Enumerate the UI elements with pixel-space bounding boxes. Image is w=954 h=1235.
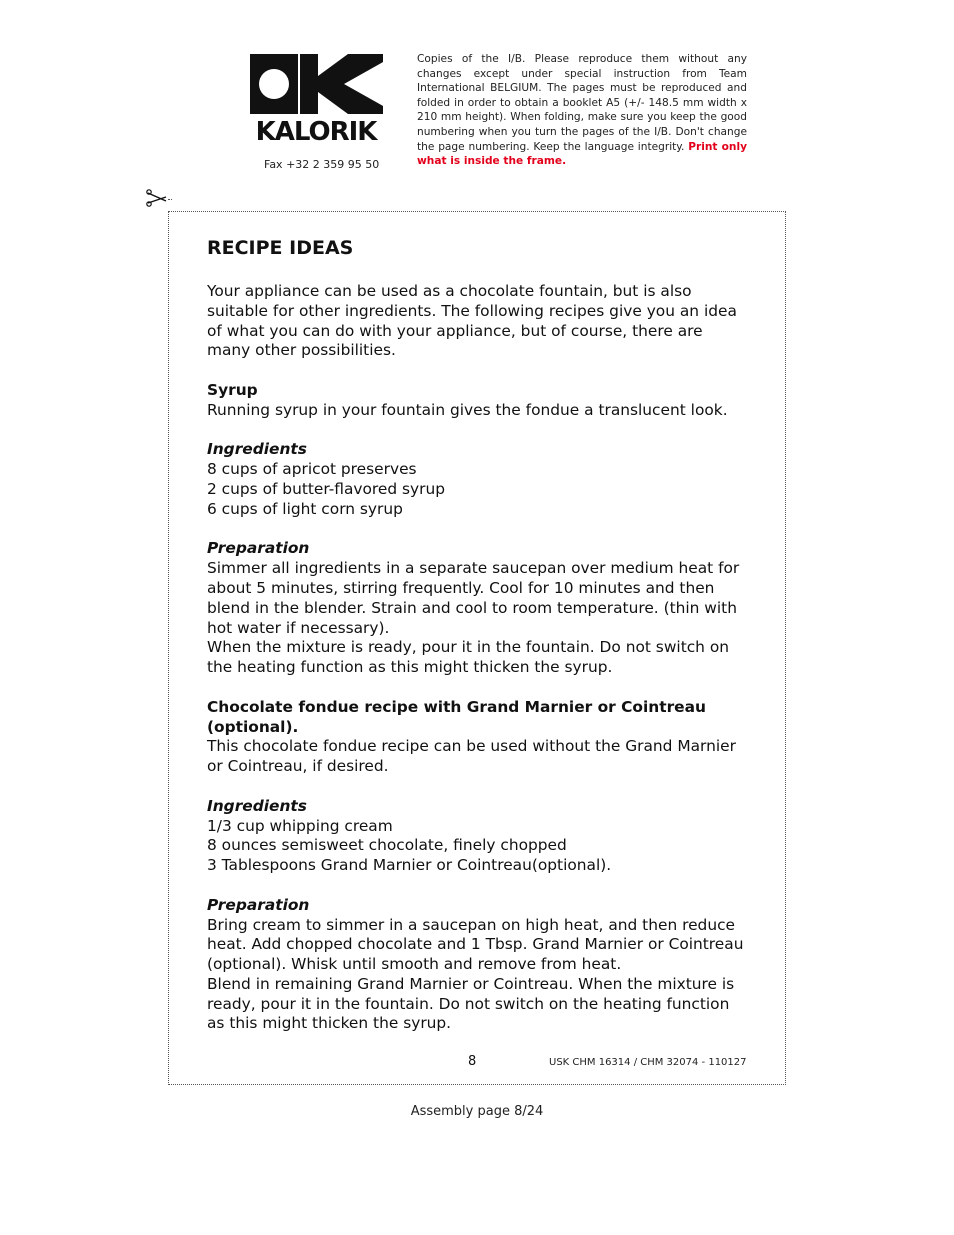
ingredient-item: 3 Tablespoons Grand Marnier or Cointreau(optional).	[207, 856, 612, 875]
preparation-text: Simmer all ingredients in a separate saucepan over medium heat for about 5 minutes, stirring frequently. Cool for 10 minutes and then blend in the blender. Strain and cool to room temperature. (thin with hot water if necessary).	[207, 559, 740, 637]
assembly-page-label: Assembly page 8/24	[410, 1104, 544, 1119]
recipe-title: Syrup	[207, 380, 258, 399]
print-frame-warning: Print only what is inside the frame.	[417, 140, 747, 168]
ingredients-section	[207, 440, 749, 519]
ingredient-item: 8 cups of apricot preserves	[207, 460, 417, 479]
recipe-chocolate-fondue	[207, 698, 749, 777]
recipe-title: Chocolate fondue recipe with Grand Marnier or Cointreau (optional).	[207, 697, 706, 736]
document-code: USK CHM 16314 / CHM 32074 - 110127	[549, 1057, 747, 1068]
recipe-description: This chocolate fondue recipe can be used without the Grand Marnier or Cointreau, if desired.	[207, 737, 736, 776]
copy-instructions	[417, 52, 747, 169]
ingredients-heading: Ingredients	[207, 440, 307, 459]
preparation-text: When the mixture is ready, pour it in the fountain. Do not switch on the heating function as this might thicken the syrup.	[207, 638, 730, 677]
ingredient-item: 6 cups of light corn syrup	[207, 499, 403, 518]
preparation-section	[207, 896, 749, 1035]
page-content	[207, 236, 749, 1054]
preparation-heading: Preparation	[207, 895, 310, 914]
intro-paragraph: Your appliance can be used as a chocolate fountain, but is also suitable for other ingredients. The following recipes give you an idea of what you can do with your appliance, but of course, there are many other possibilities.	[207, 282, 737, 360]
recipe-description: Running syrup in your fountain gives the fondue a translucent look.	[207, 400, 728, 419]
ingredient-item: 2 cups of butter-flavored syrup	[207, 479, 446, 498]
preparation-text: Blend in remaining Grand Marnier or Cointreau. When the mixture is ready, pour it in the fountain. Do not switch on the heating function as this might thicken the syrup.	[207, 974, 735, 1033]
ingredients-heading: Ingredients	[207, 796, 307, 815]
preparation-text: Bring cream to simmer in a saucepan on high heat, and then reduce heat. Add chopped chocolate and 1 Tbsp. Grand Marnier or Cointreau (optional). Whisk until smooth and remove from heat.	[207, 915, 744, 974]
preparation-heading: Preparation	[207, 539, 310, 558]
fax-number: Fax +32 2 359 95 50	[264, 158, 380, 171]
scissors-icon	[146, 189, 168, 207]
preparation-section	[207, 539, 749, 678]
copy-instructions-text: Copies of the I/B. Please reproduce them without any changes except under special instruction from Team International BELGIUM. The pages must be reproduced and folded in order to obtain a booklet A5 (+/- 148.5 mm width x 210 mm height). When folding, make sure you keep the good numbering when you turn the pages of the I/B. Don't change the page numbering. Keep the language integrity.	[417, 53, 747, 153]
ingredients-section	[207, 797, 749, 876]
svg-text:KALORIK: KALORIK	[255, 117, 377, 144]
kalorik-logo	[250, 54, 383, 144]
page-title: RECIPE IDEAS	[207, 237, 354, 259]
page-number: 8	[468, 1054, 477, 1069]
cut-line	[168, 199, 172, 200]
ingredient-item: 8 ounces semisweet chocolate, finely chopped	[207, 836, 567, 855]
ingredient-item: 1/3 cup whipping cream	[207, 816, 393, 835]
recipe-syrup	[207, 381, 749, 421]
